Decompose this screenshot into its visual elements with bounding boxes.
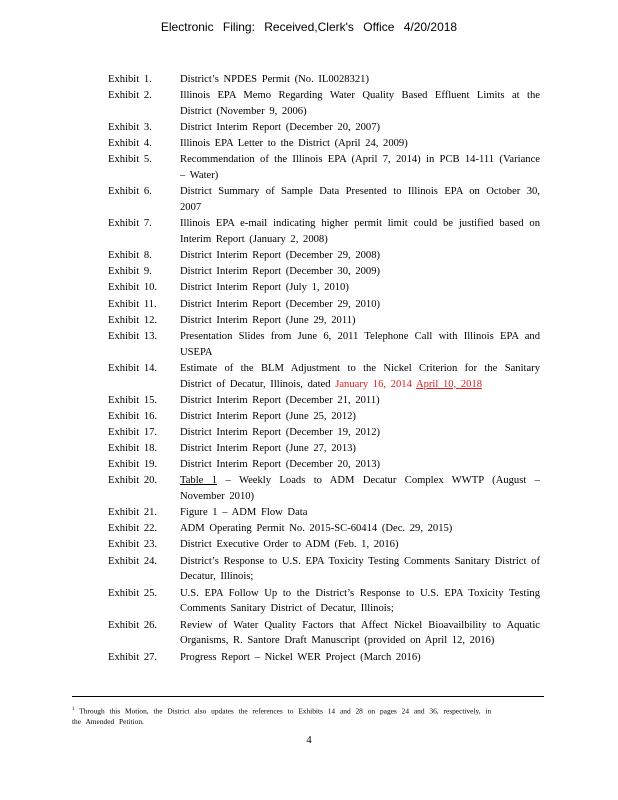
exhibit-label: Exhibit 17. (108, 426, 158, 438)
exhibit-description (180, 521, 540, 537)
exhibit-text: – Weekly Loads to ADM Decatur Complex WWTP (August – November 2010) (180, 475, 540, 503)
exhibit-description (180, 88, 540, 120)
exhibit-label: Exhibit 11. (108, 298, 157, 310)
exhibit-item (0, 184, 618, 216)
exhibit-label: Exhibit 13. (108, 330, 158, 342)
exhibit-description (180, 280, 540, 296)
exhibit-item (0, 425, 618, 441)
exhibit-label: Exhibit 14. (108, 362, 158, 374)
exhibit-label: Exhibit 12. (108, 314, 158, 326)
exhibit-item (0, 361, 618, 393)
exhibit-item (0, 329, 618, 361)
exhibit-text: U.S. EPA Follow Up to the District’s Response to U.S. EPA Toxicity Testing Comments Sanitary District of Decatur, Illinois; (180, 587, 540, 615)
exhibit-text: District Interim Report (June 29, 2011) (180, 314, 356, 326)
exhibit-label: Exhibit 6. (108, 186, 152, 198)
exhibit-description (180, 120, 540, 136)
exhibit-text: Recommendation of the Illinois EPA (April 7, 2014) in PCB 14-111 (Variance – Water) (180, 154, 540, 182)
exhibit-item (0, 650, 618, 666)
exhibit-item (0, 120, 618, 136)
exhibit-label: Exhibit 2. (108, 90, 152, 102)
exhibit-item (0, 457, 618, 473)
exhibit-description (180, 425, 540, 441)
exhibit-description (180, 441, 540, 457)
exhibit-item (0, 297, 618, 313)
exhibit-item (0, 505, 618, 521)
exhibit-item (0, 441, 618, 457)
footnote (72, 704, 492, 727)
exhibit-description (180, 618, 540, 650)
exhibit-text: District Interim Report (December 29, 2010) (180, 298, 381, 310)
exhibit-description (180, 313, 540, 329)
footnote-marker: 1 (72, 707, 75, 712)
exhibit-label: Exhibit 4. (108, 138, 152, 150)
exhibit-item (0, 393, 618, 409)
exhibit-description (180, 297, 540, 313)
electronic-filing-header: Electronic Filing: Received,Clerk's Office 4/20/2018 (160, 20, 458, 34)
exhibit-label: Exhibit 22. (108, 523, 158, 535)
exhibit-label: Exhibit 26. (108, 619, 158, 631)
exhibit-text: District Interim Report (June 27, 2013) (180, 443, 356, 455)
exhibit-label: Exhibit 19. (108, 459, 158, 471)
exhibit-text: District Interim Report (December 30, 2009) (180, 266, 381, 278)
exhibit-text: District’s Response to U.S. EPA Toxicity Testing Comments Sanitary District of Decatur, Illinois; (180, 555, 540, 583)
exhibit-text: District Interim Report (December 29, 2008) (180, 250, 381, 262)
exhibit-text: Progress Report – Nickel WER Project (March 2016) (180, 651, 421, 663)
page-number: 4 (306, 735, 312, 746)
exhibit-description (180, 361, 540, 393)
exhibit-label: Exhibit 23. (108, 539, 158, 551)
exhibit-item (0, 216, 618, 248)
exhibit-item (0, 521, 618, 537)
exhibit-item (0, 264, 618, 280)
exhibit-text: Illinois EPA Memo Regarding Water Quality Based Effluent Limits at the District (November 9, 2006) (180, 90, 540, 117)
exhibit-description (180, 537, 540, 553)
exhibit-label: Exhibit 21. (108, 507, 158, 519)
exhibit-lead-underlined: Table 1 (180, 475, 218, 487)
exhibit-item (0, 586, 618, 618)
exhibit-label: Exhibit 16. (108, 410, 158, 422)
exhibit-description (180, 248, 540, 264)
exhibit-label: Exhibit 8. (108, 250, 152, 262)
exhibit-text: Illinois EPA Letter to the District (April 24, 2009) (180, 138, 408, 150)
exhibit-label: Exhibit 25. (108, 587, 158, 599)
exhibit-item (0, 473, 618, 505)
exhibit-description (180, 393, 540, 409)
exhibit-description (180, 216, 540, 248)
exhibit-label: Exhibit 5. (108, 154, 152, 166)
exhibit-description (180, 72, 540, 88)
exhibit-text: District Interim Report (June 25, 2012) (180, 410, 356, 422)
exhibit-label: Exhibit 1. (108, 74, 152, 85)
exhibit-item (0, 409, 618, 425)
exhibit-item (0, 280, 618, 296)
exhibit-item (0, 136, 618, 152)
exhibit-description (180, 152, 540, 184)
exhibit-text: Estimate of the BLM Adjustment to the Nickel Criterion for the Sanitary District of Decatur, Illinois, dated (180, 362, 540, 390)
exhibit-label: Exhibit 24. (108, 555, 158, 567)
exhibit-text: District Interim Report (December 20, 2007) (180, 122, 381, 134)
exhibit-text: Presentation Slides from June 6, 2011 Telephone Call with Illinois EPA and USEPA (180, 330, 540, 358)
exhibit-item (0, 248, 618, 264)
exhibit-description (180, 329, 540, 361)
exhibit-description (180, 505, 540, 521)
exhibit-label: Exhibit 7. (108, 218, 152, 230)
revision-deleted-text: January 16, 2014 (335, 378, 412, 390)
exhibit-label: Exhibit 18. (108, 443, 158, 455)
exhibit-description (180, 184, 540, 216)
exhibit-text: District’s NPDES Permit (No. IL0028321) (180, 74, 369, 85)
exhibit-label: Exhibit 9. (108, 266, 152, 278)
exhibit-text: District Summary of Sample Data Presented to Illinois EPA on October 30, 2007 (180, 186, 540, 214)
exhibit-text: Review of Water Quality Factors that Affect Nickel Bioavailbility to Aquatic Organisms, R. Santore Draft Manuscript (provided on April 12, 2016) (180, 619, 540, 647)
exhibit-description (180, 409, 540, 425)
footnote-text: Through this Motion, the District also updates the references to Exhibits 14 and 28 on pages 24 and 36, respectively, in the Amended Petition. (72, 706, 492, 727)
exhibit-item (0, 554, 618, 586)
exhibit-text: Illinois EPA e-mail indicating higher permit limit could be justified based on Interim Report (January 2, 2008) (180, 218, 540, 246)
exhibit-text: District Interim Report (July 1, 2010) (180, 282, 349, 294)
exhibit-description (180, 264, 540, 280)
exhibit-description (180, 457, 540, 473)
exhibit-description (180, 473, 540, 505)
exhibit-list (0, 72, 618, 666)
exhibit-description (180, 554, 540, 586)
exhibit-description (180, 586, 540, 618)
exhibit-text: District Interim Report (December 20, 2013) (180, 459, 381, 471)
exhibit-text: ADM Operating Permit No. 2015-SC-60414 (Dec. 29, 2015) (180, 523, 453, 535)
exhibit-text: Figure 1 – ADM Flow Data (180, 507, 308, 519)
exhibit-text: District Executive Order to ADM (Feb. 1, 2016) (180, 539, 399, 551)
exhibit-label: Exhibit 3. (108, 122, 152, 134)
exhibit-item (0, 313, 618, 329)
exhibit-description (180, 650, 540, 666)
exhibit-item (0, 618, 618, 650)
footnote-separator (72, 696, 544, 697)
exhibit-label: Exhibit 15. (108, 394, 158, 406)
exhibit-description (180, 136, 540, 152)
exhibit-label: Exhibit 20. (108, 475, 158, 487)
exhibit-item (0, 88, 618, 120)
exhibit-text: District Interim Report (December 19, 2012) (180, 426, 381, 438)
exhibit-label: Exhibit 10. (108, 282, 158, 294)
exhibit-label: Exhibit 27. (108, 651, 158, 663)
exhibit-item (0, 152, 618, 184)
exhibit-item (0, 72, 618, 88)
exhibit-text: District Interim Report (December 21, 2011) (180, 394, 380, 406)
revision-inserted-text: April 10, 2018 (415, 378, 483, 390)
exhibit-item (0, 537, 618, 553)
